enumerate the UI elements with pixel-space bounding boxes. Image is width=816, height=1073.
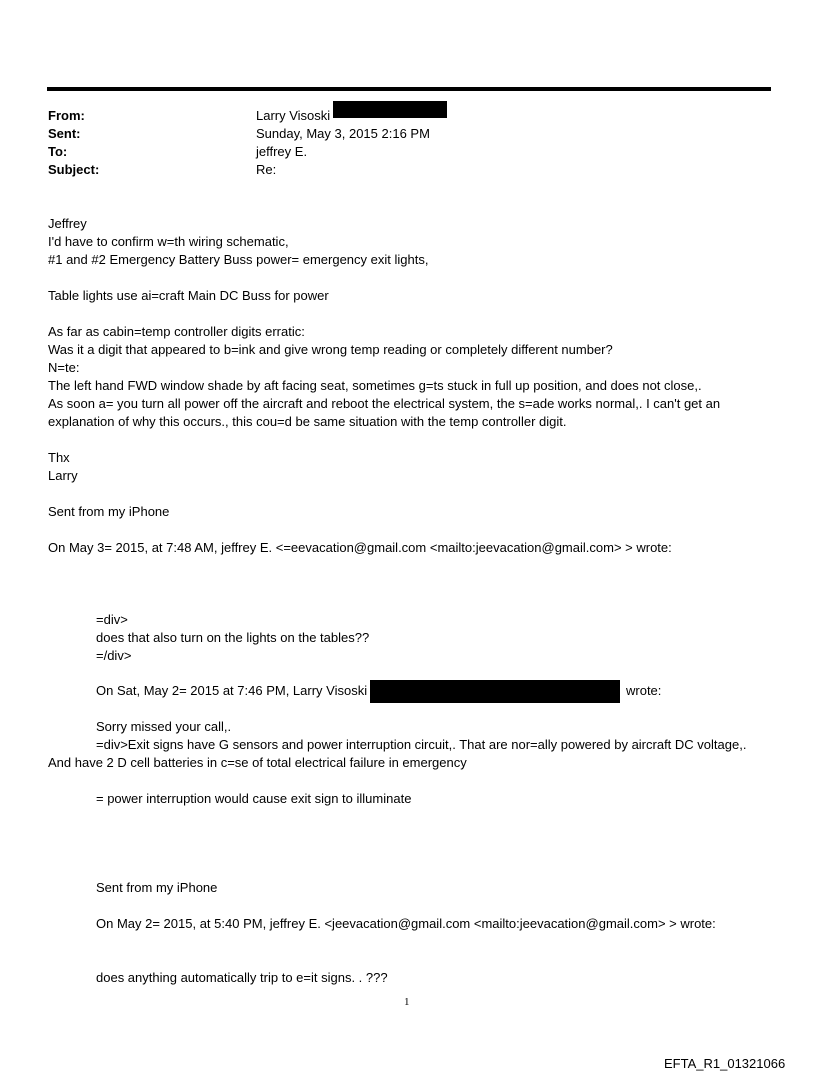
document-id: EFTA_R1_01321066: [664, 1056, 786, 1071]
body-line: As far as cabin=temp controller digits erratic:: [48, 324, 305, 339]
quoted-line: And have 2 D cell batteries in c=se of total electrical failure in emergency: [48, 755, 467, 770]
to-label: To:: [48, 144, 68, 159]
body-line: Table lights use ai=craft Main DC Buss for power: [48, 288, 329, 303]
body-line: #1 and #2 Emergency Battery Buss power= emergency exit lights,: [48, 252, 429, 267]
body-line: I'd have to confirm w=th wiring schematic,: [48, 234, 289, 249]
quoted-line: =/div>: [96, 648, 132, 663]
quoted-line: =div>: [96, 612, 128, 627]
quoted-line: = power interruption would cause exit sign to illuminate: [96, 791, 412, 806]
to-value: jeffrey E.: [256, 144, 308, 159]
quoted-line: does that also turn on the lights on the tables??: [96, 630, 370, 645]
redaction-box: [333, 101, 447, 118]
quoted-line: wrote:: [626, 683, 662, 698]
page-number: 1: [404, 996, 410, 1008]
body-line: Larry: [48, 468, 78, 483]
subject-value: Re:: [256, 162, 277, 177]
body-line: As soon a= you turn all power off the aircraft and reboot the electrical system, the s=ade works normal,. I can't get an: [48, 396, 721, 411]
quoted-line: Sent from my iPhone: [96, 880, 218, 895]
quoted-line: On Sat, May 2= 2015 at 7:46 PM, Larry Visoski: [96, 683, 368, 698]
from-label: From:: [48, 108, 85, 123]
header-rule: [47, 87, 771, 91]
subject-label: Subject:: [48, 162, 100, 177]
quoted-line: Sorry missed your call,.: [96, 719, 232, 734]
from-value: Larry Visoski: [256, 108, 331, 123]
quoted-line: does anything automatically trip to e=it signs. . ???: [96, 970, 388, 985]
body-line: Was it a digit that appeared to b=ink and give wrong temp reading or completely different number?: [48, 342, 613, 357]
body-line: Thx: [48, 450, 70, 465]
sent-label: Sent:: [48, 126, 81, 141]
body-line: Sent from my iPhone: [48, 504, 170, 519]
sent-value: Sunday, May 3, 2015 2:16 PM: [256, 126, 430, 141]
body-line: Jeffrey: [48, 216, 87, 231]
body-line: explanation of why this occurs., this cou=d be same situation with the temp controller digit.: [48, 414, 567, 429]
quoted-line: =div>Exit signs have G sensors and power interruption circuit,. That are nor=ally powered by aircraft DC voltage,.: [96, 737, 747, 752]
body-line: The left hand FWD window shade by aft facing seat, sometimes g=ts stuck in full up position, and does not close,.: [48, 378, 702, 393]
body-line: On May 3= 2015, at 7:48 AM, jeffrey E. <=eevacation@gmail.com <mailto:jeevacation@gmail.com> > wrote:: [48, 540, 672, 555]
redaction-box: [370, 680, 620, 703]
body-line: N=te:: [48, 360, 80, 375]
quoted-line: On May 2= 2015, at 5:40 PM, jeffrey E. <jeevacation@gmail.com <mailto:jeevacation@gmail.com> > wrote:: [96, 916, 716, 931]
